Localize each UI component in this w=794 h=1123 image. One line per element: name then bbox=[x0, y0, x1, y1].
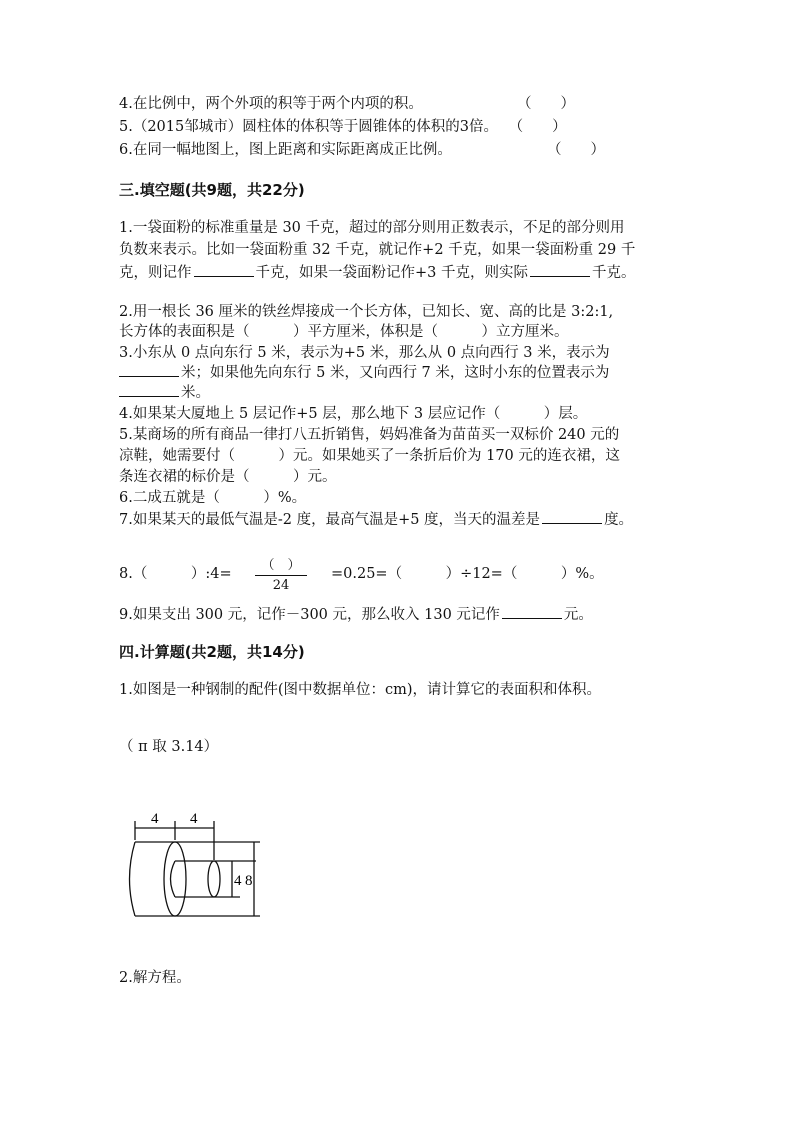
dim-right-label: 4 bbox=[190, 811, 198, 827]
calc-q1: 1.如图是一种钢制的配件(图中数据单位：cm)，请计算它的表面积和体积。 bbox=[119, 682, 602, 698]
fill-q1-line3 bbox=[119, 262, 635, 283]
fill-q1-text-b: 千克，如果一袋面粉记作+3 千克，则实际 bbox=[255, 265, 528, 281]
fill-q6: 6.二成五就是（ ）%。 bbox=[119, 490, 307, 506]
section-fill-heading: 三.填空题(共9题，共22分) bbox=[119, 181, 305, 199]
fill-q8-fraction-bar bbox=[255, 575, 307, 576]
fill-q7 bbox=[119, 509, 633, 530]
fill-q3-line2 bbox=[119, 362, 609, 383]
fill-q3-text-c: 米。 bbox=[181, 385, 210, 401]
judge-item-5 bbox=[119, 117, 567, 137]
fill-q1-line2: 负数来表示。比如一袋面粉重 32 千克，就记作+2 千克，如果一袋面粉重 29 千 bbox=[119, 242, 636, 258]
judge-item-5-text: 5.（2015邹城市）圆柱体的体积等于圆锥体的体积的3倍。 bbox=[119, 119, 498, 135]
fill-q3-line1: 3.小东从 0 点向东行 5 米，表示为+5 米，那么从 0 点向西行 3 米，表示为 bbox=[119, 345, 610, 361]
section-calc-heading: 四.计算题(共2题，共14分) bbox=[119, 643, 305, 661]
fill-q8-left: 8.（ ）:4= bbox=[119, 566, 232, 582]
fill-q9 bbox=[119, 604, 593, 625]
fill-q8-fraction-denominator: 24 bbox=[272, 578, 290, 593]
fill-q2-line1: 2.用一根长 36 厘米的铁丝焊接成一个长方体，已知长、宽、高的比是 3:2:1, bbox=[119, 304, 614, 320]
inner-cylinder-face bbox=[208, 861, 220, 897]
fill-q5-line1: 5.某商场的所有商品一律打八五折销售，妈妈准备为苗苗买一双标价 240 元的 bbox=[119, 427, 620, 443]
judge-item-4-answer-paren[interactable]: （ ） bbox=[517, 96, 575, 112]
judge-item-4 bbox=[119, 94, 575, 114]
dim-outer-label: 8 bbox=[245, 873, 253, 889]
calc-q2: 2.解方程。 bbox=[119, 970, 191, 986]
fill-q5-line2: 凉鞋，她需要付（ ）元。如果她买了一条折后价为 170 元的连衣裙，这 bbox=[119, 448, 620, 464]
fill-q1-blank-1[interactable] bbox=[194, 262, 254, 277]
dim-inner-label: 4 bbox=[234, 873, 242, 889]
fill-q1-line1: 1.一袋面粉的标准重量是 30 千克，超过的部分则用正数表示，不足的部分则用 bbox=[119, 220, 625, 236]
judge-item-6-text: 6.在同一幅地图上，图上距离和实际距离成正比例。 bbox=[119, 142, 452, 158]
fill-q3-blank-1[interactable] bbox=[119, 362, 179, 377]
fill-q3-line3 bbox=[119, 382, 210, 403]
fill-q8-fraction bbox=[255, 558, 307, 593]
judge-item-4-text: 4.在比例中，两个外项的积等于两个内项的积。 bbox=[119, 96, 423, 112]
fill-q9-text-b: 元。 bbox=[563, 607, 593, 623]
fill-q3-blank-2[interactable] bbox=[119, 382, 179, 397]
fill-q9-text-a: 9.如果支出 300 元，记作－300 元，那么收入 130 元记作 bbox=[119, 607, 500, 623]
outer-cylinder bbox=[130, 842, 176, 916]
dim-left-label: 4 bbox=[151, 811, 159, 827]
judge-item-6-answer-paren[interactable]: （ ） bbox=[547, 142, 605, 158]
calc-pi-note: （ π 取 3.14） bbox=[119, 739, 219, 755]
fill-q8-right: =0.25=（ ）÷12=（ ）%。 bbox=[331, 566, 604, 582]
fill-q3-text-b: 米；如果他先向东行 5 米，又向西行 7 米，这时小东的位置表示为 bbox=[181, 365, 610, 381]
judge-item-6 bbox=[119, 140, 605, 160]
judge-item-5-answer-paren[interactable]: （ ） bbox=[508, 119, 567, 135]
fill-q4: 4.如果某大厦地上 5 层记作+5 层，那么地下 3 层应记作（ ）层。 bbox=[119, 406, 588, 422]
fill-q7-blank[interactable] bbox=[542, 509, 602, 524]
fill-q8-fraction-numerator[interactable]: （ ） bbox=[261, 558, 301, 573]
fill-q5-line3: 条连衣裙的标价是（ ）元。 bbox=[119, 469, 337, 485]
fill-q1-text-a: 克，则记作 bbox=[119, 265, 192, 281]
outer-cylinder-face bbox=[164, 842, 186, 916]
fill-q7-text-b: 度。 bbox=[604, 512, 634, 528]
fill-q1-text-c: 千克。 bbox=[591, 265, 636, 281]
fill-q9-blank[interactable] bbox=[502, 604, 562, 619]
fill-q2-line2: 长方体的表面积是（ ）平方厘米，体积是（ ）立方厘米。 bbox=[119, 324, 569, 340]
fill-q7-text-a: 7.如果某天的最低气温是-2 度，最高气温是+5 度，当天的温差是 bbox=[119, 512, 541, 528]
fill-q1-blank-2[interactable] bbox=[530, 262, 590, 277]
steel-part-figure bbox=[120, 808, 280, 928]
